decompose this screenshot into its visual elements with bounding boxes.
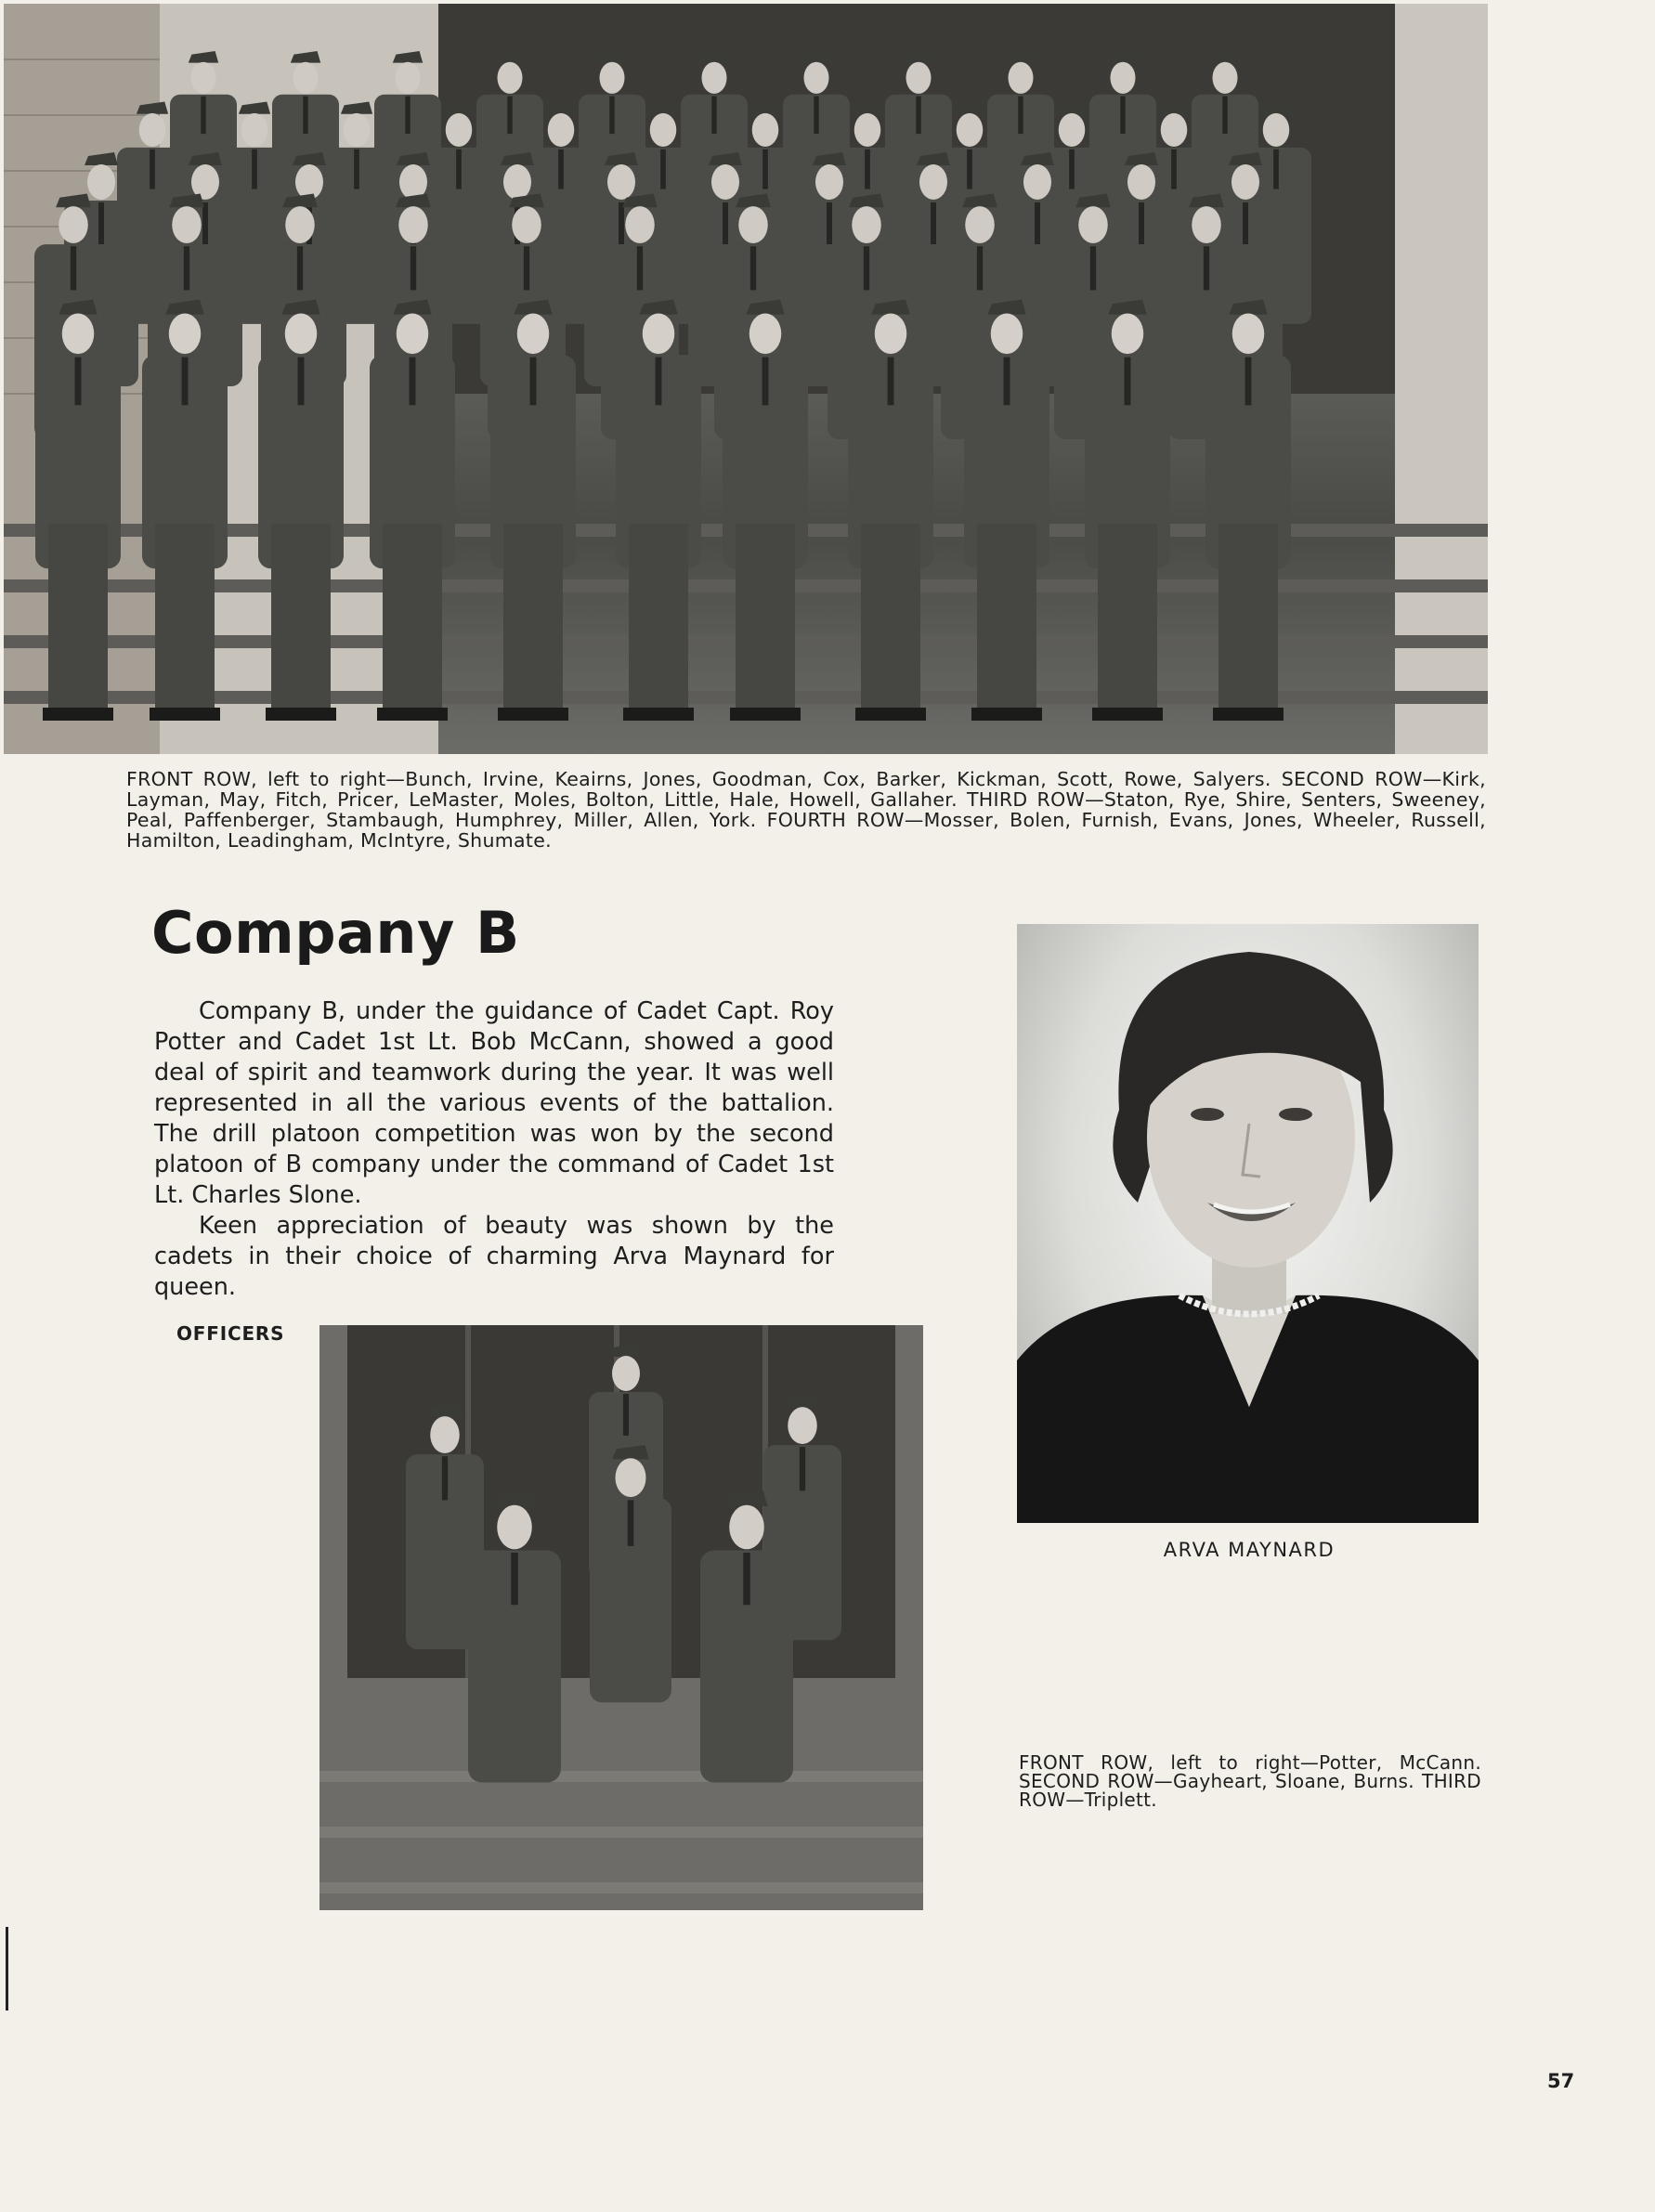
- officers-label: OFFICERS: [176, 1322, 285, 1345]
- page-number: 57: [1547, 2070, 1575, 2092]
- company-group-photo: [4, 4, 1488, 754]
- article-body: [154, 996, 834, 1303]
- binding-mark: [6, 1927, 8, 2010]
- article-paragraph-2: Keen appreciation of beauty was shown by the cadets in their choice of charming Arva Maynard for queen.: [154, 1212, 834, 1301]
- article-paragraph-1: Company B, under the guidance of Cadet Capt. Roy Potter and Cadet 1st Lt. Bob McCann, showed a good deal of spirit and teamwork during the year. It was well represented in all the various events of the battalion. The drill platoon competition was won by the second platoon of B company under the command of Cadet 1st Lt. Charles Slone.: [154, 997, 834, 1209]
- page-title: Company B: [151, 899, 520, 967]
- officers-photo: [319, 1325, 923, 1910]
- officers-caption: FRONT ROW, left to right—Potter, McCann. SECOND ROW—Gayheart, Sloane, Burns. THIRD ROW—Triplett.: [1019, 1751, 1481, 1811]
- queen-portrait: [1017, 924, 1479, 1523]
- group-photo-caption: FRONT ROW, left to right—Bunch, Irvine, Keairns, Jones, Goodman, Cox, Barker, Kickman, Scott, Rowe, Salyers. SECOND ROW—Kirk, Layman, May, Fitch, Pricer, LeMaster, Moles, Bolton, Little, Hale, Howell, Gallaher. THIRD ROW—Staton, Rye, Shire, Senters, Sweeney, Peal, Paffenberger, Stambaugh, Humphrey, Miller, Allen, York. FOURTH ROW—Mosser, Bolen, Furnish, Evans, Jones, Wheeler, Russell, Hamilton, Leadingham, McIntyre, Shumate.: [126, 768, 1486, 852]
- queen-name: ARVA MAYNARD: [1163, 1539, 1336, 1561]
